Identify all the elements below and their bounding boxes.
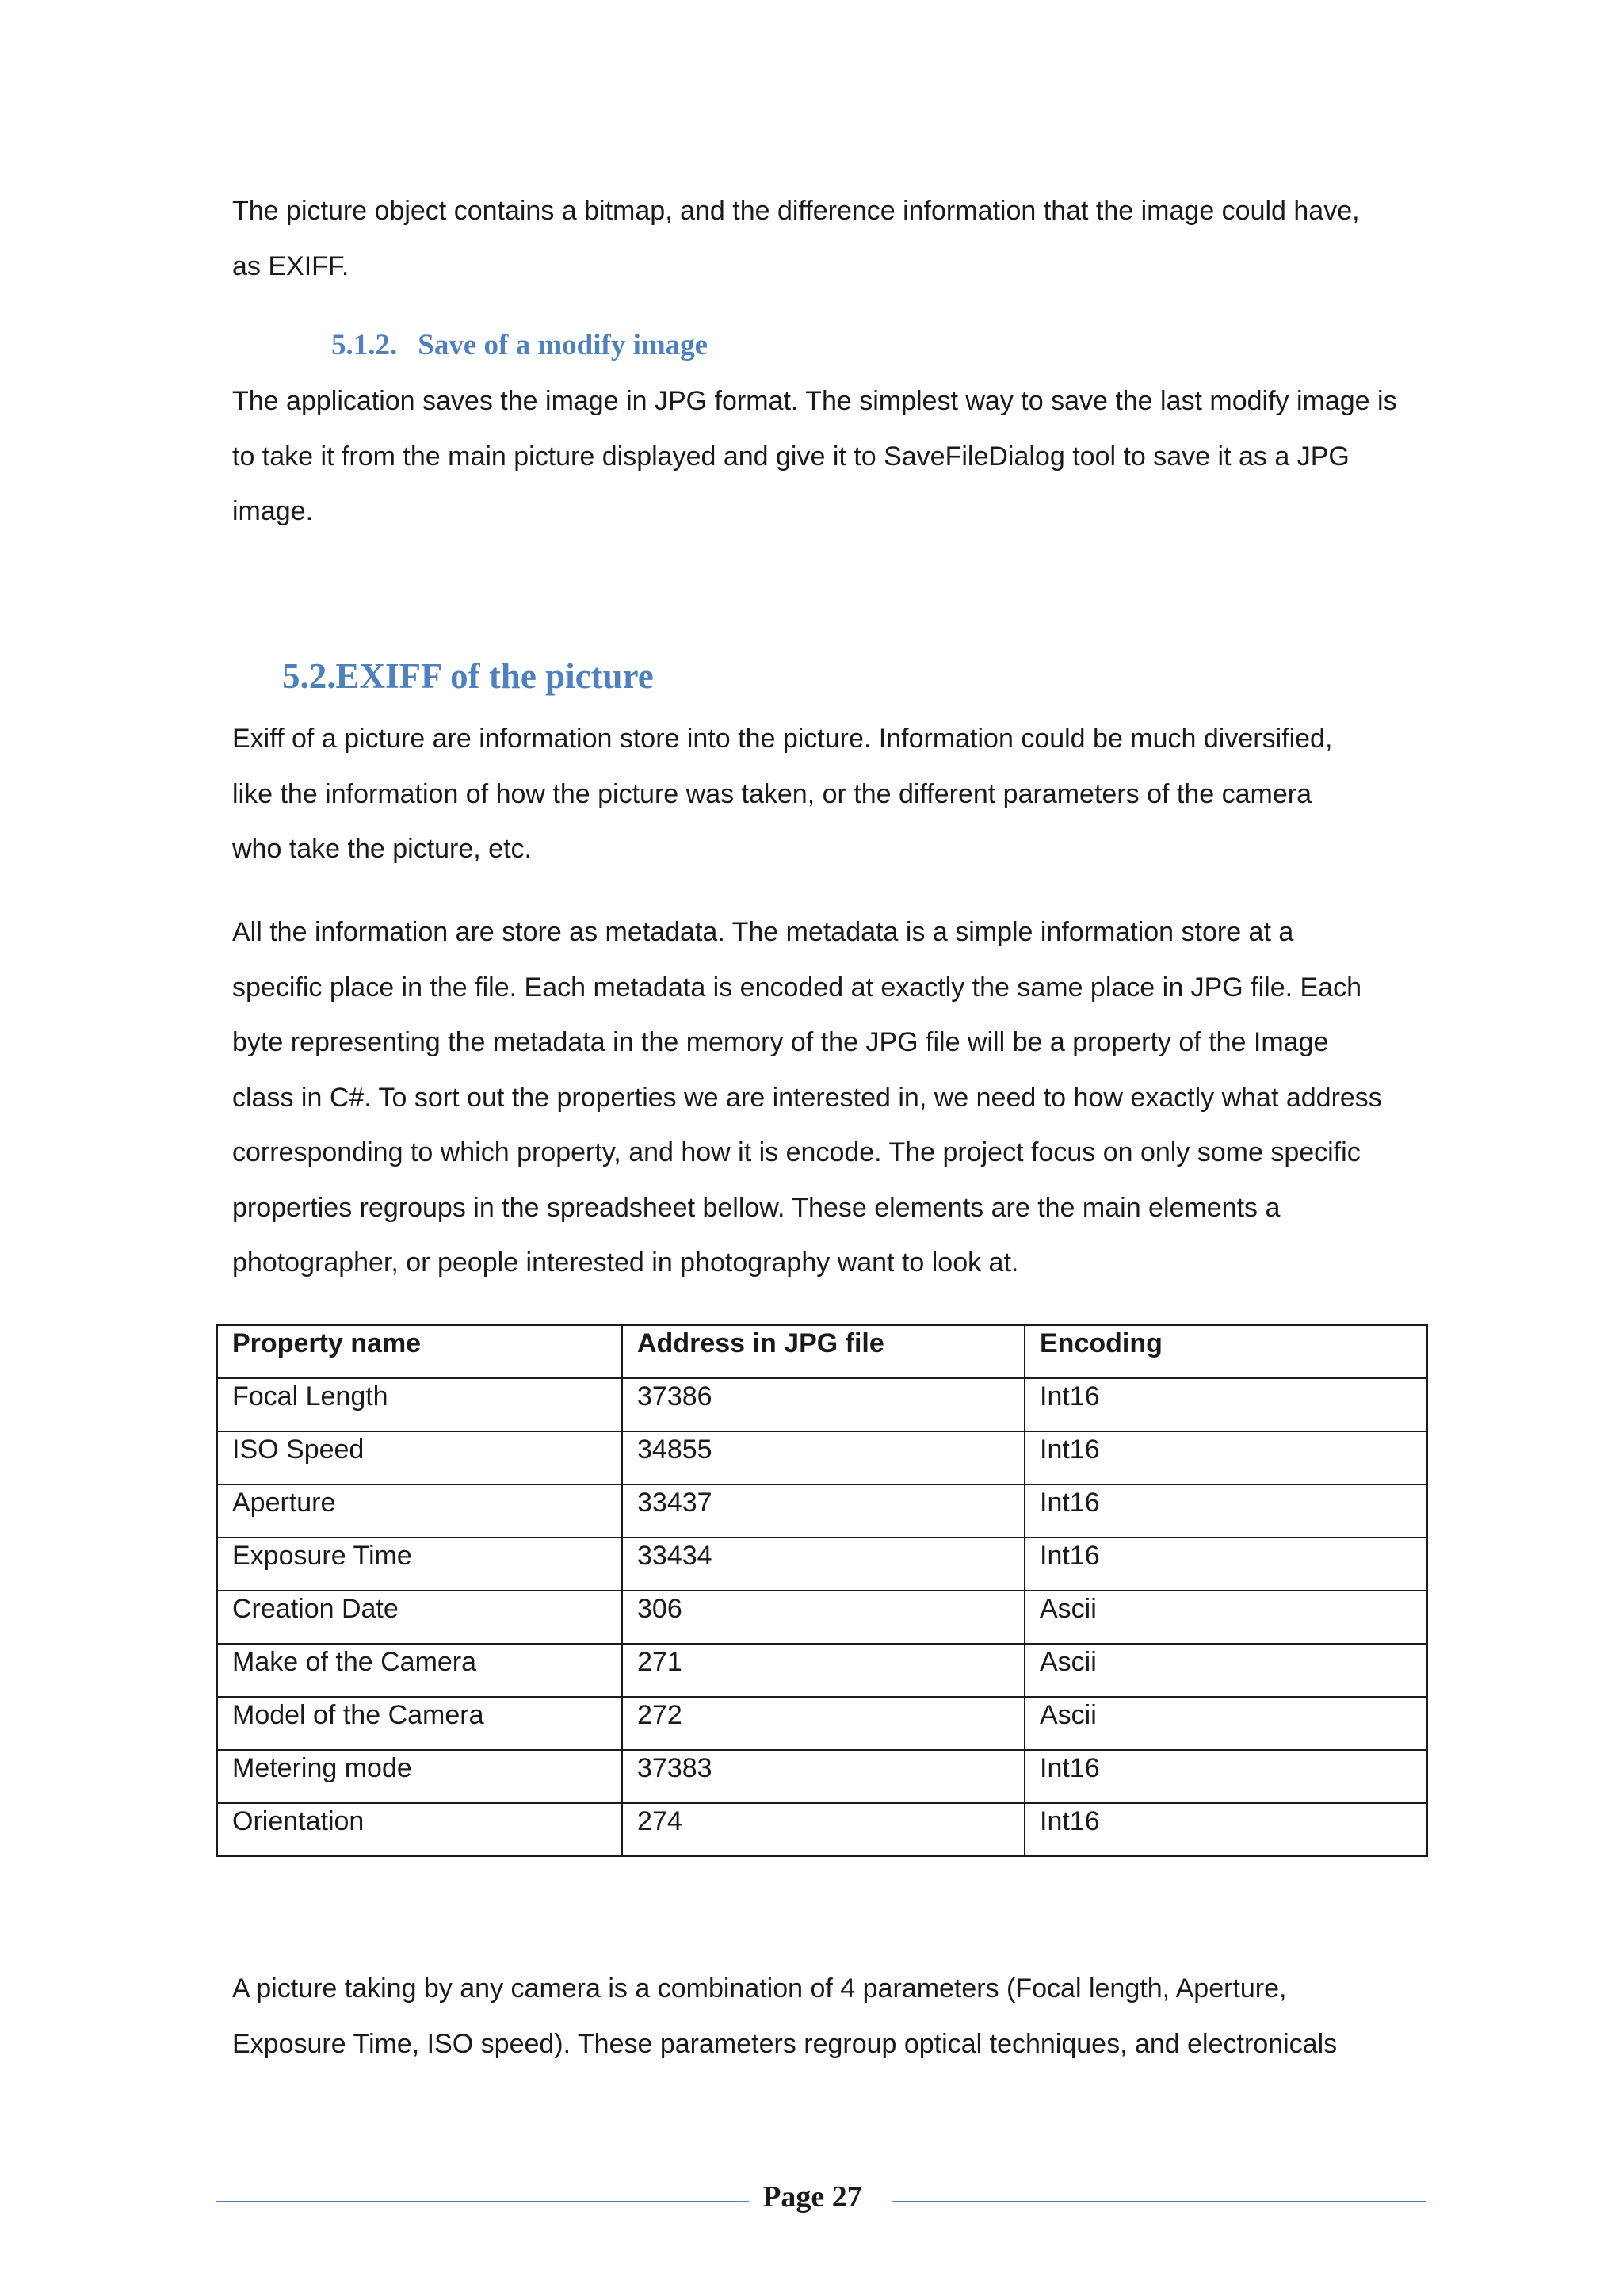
text-line: to take it from the main picture displayed and give it to SaveFileDialog tool to save it as a JPG [232, 441, 1350, 472]
table-cell: Int16 [1025, 1538, 1427, 1591]
text-line: All the information are store as metadata. The metadata is a simple information store at a [232, 917, 1294, 947]
table-cell: Int16 [1025, 1803, 1427, 1856]
table-cell: 34855 [622, 1431, 1025, 1484]
table-cell: ISO Speed [217, 1431, 622, 1484]
text-line: as EXIFF. [232, 250, 349, 281]
table-row [217, 1644, 1427, 1697]
table-cell: 274 [622, 1803, 1025, 1856]
column-header: Property name [217, 1325, 622, 1378]
table-header-row [217, 1325, 1427, 1378]
table-cell: Int16 [1025, 1431, 1427, 1484]
text-line: byte representing the metadata in the memory of the JPG file will be a property of the Image [232, 1027, 1329, 1057]
table-cell: Int16 [1025, 1378, 1427, 1431]
table-cell: 37386 [622, 1378, 1025, 1431]
text-line: A picture taking by any camera is a combination of 4 parameters (Focal length, Aperture, [232, 1973, 1287, 2004]
subsection-number: 5.1.2. [331, 329, 398, 361]
column-header: Address in JPG file [622, 1325, 1025, 1378]
text-line: properties regroups in the spreadsheet bellow. These elements are the main elements a [232, 1192, 1281, 1223]
table-cell: Aperture [217, 1484, 622, 1538]
table-cell: 272 [622, 1697, 1025, 1750]
text-line: image. [232, 496, 314, 526]
table-cell: 306 [622, 1591, 1025, 1644]
paragraph-camera-parameters [232, 1962, 1421, 2072]
text-line: who take the picture, etc. [232, 834, 532, 864]
section-heading: 5.2.EXIFF of the picture [282, 656, 654, 696]
table-cell: Ascii [1025, 1591, 1427, 1644]
footer-rule-right [892, 2201, 1426, 2202]
table-cell: Exposure Time [217, 1538, 622, 1591]
table-cell: Creation Date [217, 1591, 622, 1644]
table-cell: Make of the Camera [217, 1644, 622, 1697]
paragraph-picture-object [232, 184, 1421, 294]
table-row [217, 1750, 1427, 1803]
page-number: Page 27 [762, 2180, 862, 2214]
table-cell: 271 [622, 1644, 1025, 1697]
text-line: photographer, or people interested in photography want to look at. [232, 1247, 1019, 1278]
text-line: The picture object contains a bitmap, and the difference information that the image could have, [232, 196, 1360, 226]
paragraph-save-image [232, 374, 1421, 540]
text-line: class in C#. To sort out the properties we are interested in, we need to how exactly what address [232, 1082, 1382, 1113]
table-cell: Int16 [1025, 1484, 1427, 1538]
text-line: Exiff of a picture are information store into the picture. Information could be much diversified, [232, 724, 1333, 754]
table-cell: Ascii [1025, 1644, 1427, 1697]
column-header: Encoding [1025, 1325, 1427, 1378]
table-row [217, 1803, 1427, 1856]
table-cell: Int16 [1025, 1750, 1427, 1803]
text-line: Exposure Time, ISO speed). These parameters regroup optical techniques, and electronicals [232, 2028, 1338, 2059]
table-row [217, 1431, 1427, 1484]
text-line: The application saves the image in JPG format. The simplest way to save the last modify image is [232, 386, 1397, 416]
table-cell: 37383 [622, 1750, 1025, 1803]
text-line: corresponding to which property, and how it is encode. The project focus on only some specific [232, 1137, 1361, 1167]
table-cell: 33434 [622, 1538, 1025, 1591]
table-cell: Metering mode [217, 1750, 622, 1803]
table-row [217, 1484, 1427, 1538]
table-row [217, 1378, 1427, 1431]
table-cell: Orientation [217, 1803, 622, 1856]
paragraph-exiff-intro [232, 712, 1421, 877]
subsection-title: Save of a modify image [418, 329, 708, 361]
subsection-heading [331, 328, 708, 362]
footer-rule-left [216, 2201, 749, 2202]
table-row [217, 1697, 1427, 1750]
table-row [217, 1591, 1427, 1644]
text-line: like the information of how the picture was taken, or the different parameters of the camera [232, 778, 1312, 809]
paragraph-metadata [232, 905, 1421, 1291]
table-row [217, 1538, 1427, 1591]
table-cell: Focal Length [217, 1378, 622, 1431]
exif-properties-table [216, 1324, 1428, 1857]
text-line: specific place in the file. Each metadata is encoded at exactly the same place in JPG file. Each [232, 972, 1361, 1003]
table-cell: 33437 [622, 1484, 1025, 1538]
table-cell: Ascii [1025, 1697, 1427, 1750]
table-cell: Model of the Camera [217, 1697, 622, 1750]
